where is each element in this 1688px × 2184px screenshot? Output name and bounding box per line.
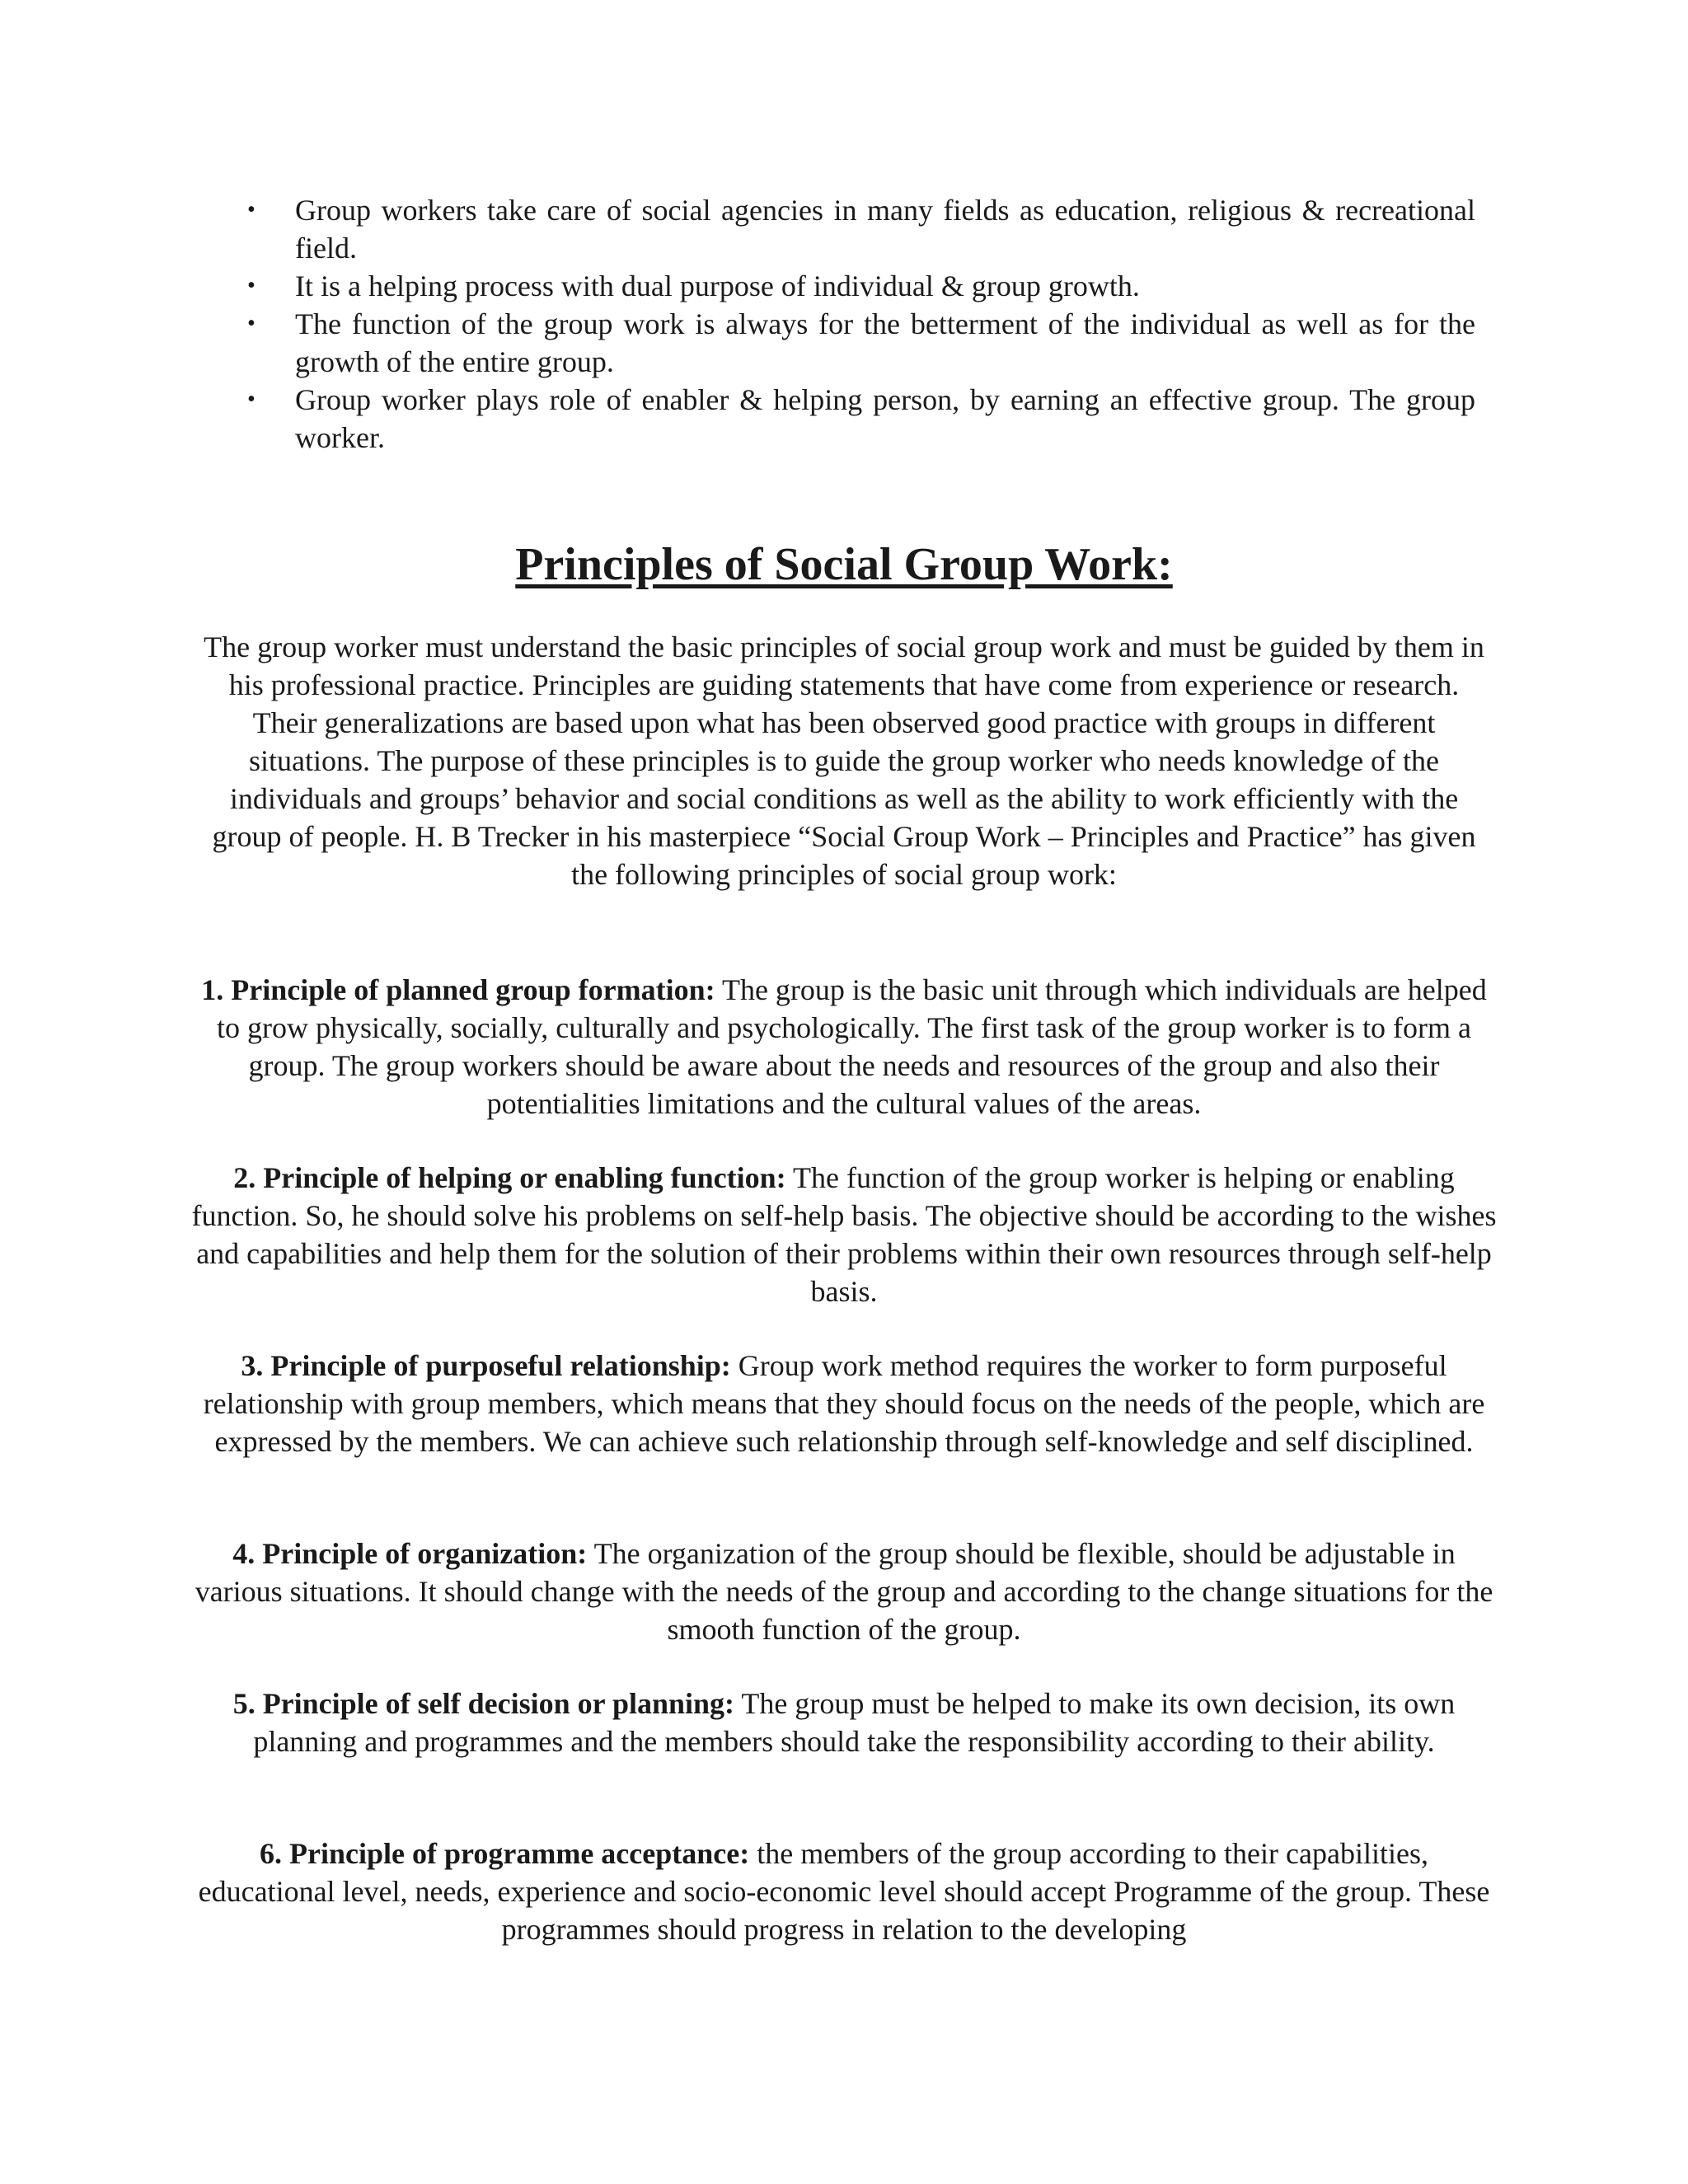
- principle-text: The group must be helped to make its own decision, its own planning and programmes and the members should take the responsibility according to their ability.: [253, 1687, 1456, 1758]
- bullet-text: Group workers take care of social agencies in many fields as education, religious & recreational field.: [295, 194, 1475, 265]
- principle-paragraph: [191, 1685, 1497, 1760]
- bullet-item: [247, 305, 1475, 381]
- bullet-text: The function of the group work is always for the betterment of the individual as well as for the growth of the entire group.: [295, 307, 1475, 378]
- principle-text: the members of the group according to their capabilities, educational level, needs, experience and socio-economic level should accept Programme of the group. These programmes should progress in relation to the developing: [198, 1837, 1490, 1946]
- principle-title: Principle of planned group formation:: [231, 973, 715, 1006]
- principle-text: Group work method requires the worker to form purposeful relationship with group members, which means that they should focus on the needs of the people, which are expressed by the members. We can achieve such relationship through self-knowledge and self disciplined.: [203, 1349, 1485, 1458]
- bullet-item: [247, 267, 1475, 305]
- bullet-text: It is a helping process with dual purpose of individual & group growth.: [295, 269, 1140, 302]
- bullet-dot-icon: •: [247, 387, 256, 412]
- bullet-text: Group worker plays role of enabler & helping person, by earning an effective group. The group worker.: [295, 383, 1475, 454]
- principle-number: 6.: [260, 1837, 283, 1870]
- principle-title: Principle of organization:: [262, 1537, 588, 1570]
- bullet-dot-icon: •: [247, 311, 256, 336]
- intro-paragraph: The group worker must understand the basic principles of social group work and must be guided by them in his professional practice. Principles are guiding statements that have come from experience or research. Their generalizations are based upon what has been observed good practice with groups in different situations. The purpose of these principles is to guide the group worker who needs knowledge of the individuals and groups’ behavior and social conditions as well as the ability to work efficiently with the group of people. H. B Trecker in his masterpiece “Social Group Work – Principles and Practice” has given the following principles of social group work:: [204, 630, 1484, 891]
- principle-title: Principle of purposeful relationship:: [270, 1349, 731, 1382]
- principle-number: 4.: [232, 1537, 256, 1570]
- principle-title: Principle of self decision or planning:: [262, 1687, 735, 1720]
- bullet-list: [247, 191, 1475, 457]
- principle-number: 2.: [233, 1161, 256, 1194]
- bullet-dot-icon: •: [247, 273, 256, 298]
- principle-number: 3.: [241, 1349, 264, 1382]
- principle-text: The function of the group worker is helping or enabling function. So, he should solve his problems on self-help basis. The objective should be according to the wishes and capabilities and help them for the solution of their problems within their own resources through self-help basis.: [191, 1161, 1497, 1308]
- principle-title: Principle of programme acceptance:: [289, 1837, 750, 1870]
- bullet-dot-icon: •: [247, 197, 256, 223]
- principle-title: Principle of helping or enabling function:: [263, 1161, 786, 1194]
- principle-text: The organization of the group should be flexible, should be adjustable in various situations. It should change with the needs of the group and according to the change situations for the smooth function of the group.: [195, 1537, 1493, 1646]
- section-heading: Principles of Social Group Work:: [515, 539, 1173, 590]
- principle-paragraph: [191, 971, 1497, 1122]
- bullet-item: [247, 191, 1475, 267]
- principle-number: 1.: [201, 973, 224, 1006]
- principle-text: The group is the basic unit through which individuals are helped to grow physically, socially, culturally and psychologically. The first task of the group worker is to form a group. The group workers should be aware about the needs and resources of the group and also their potentialities limitations and the cultural values of the areas.: [217, 973, 1487, 1120]
- principle-paragraph: [191, 1347, 1497, 1460]
- principle-number: 5.: [232, 1687, 256, 1720]
- principle-paragraph: [191, 1835, 1497, 1948]
- principle-paragraph: [191, 1535, 1497, 1648]
- principle-paragraph: [191, 1159, 1497, 1310]
- bullet-item: [247, 381, 1475, 457]
